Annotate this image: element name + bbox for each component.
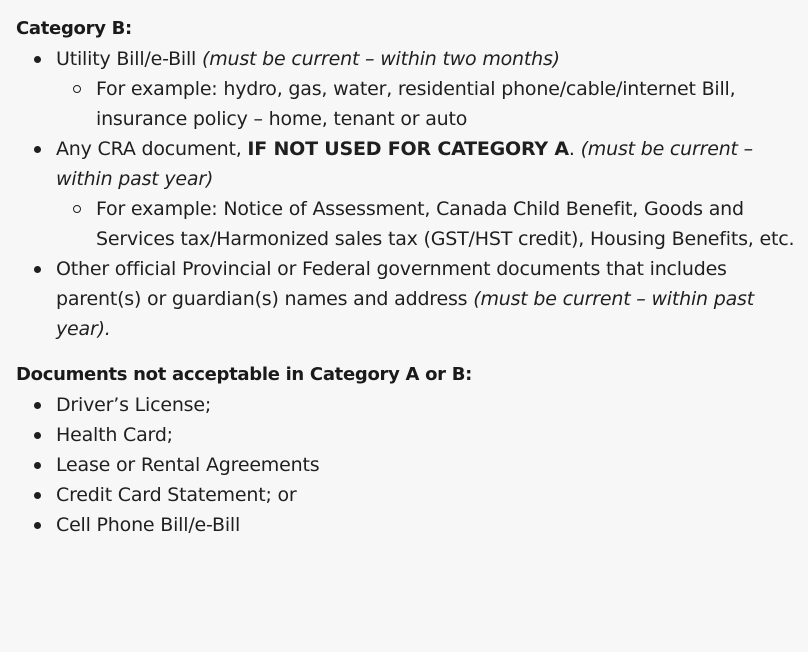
utility-bill-note: (must be current – within two months)	[201, 48, 560, 70]
utility-bill-example: For example: hydro, gas, water, residential phone/cable/internet Bill, insurance policy – home, tenant or auto	[56, 74, 800, 134]
list-item: Cell Phone Bill/e-Bill	[16, 510, 800, 540]
utility-bill-sublist	[56, 74, 800, 134]
list-item-cra-document	[16, 134, 800, 254]
list-item-utility-bill	[16, 44, 800, 134]
category-b-heading: Category B:	[16, 18, 132, 39]
government-documents-text: Other official Provincial or Federal government documents that includes parent(s) or guardian(s) names and address	[56, 258, 727, 310]
list-item: Driver’s License;	[16, 390, 800, 420]
list-item: Credit Card Statement; or	[16, 480, 800, 510]
not-acceptable-heading: Documents not acceptable in Category A or B:	[16, 364, 473, 385]
not-acceptable-list	[16, 390, 800, 540]
list-item: Health Card;	[16, 420, 800, 450]
cra-document-after: .	[568, 138, 581, 160]
document-content	[16, 14, 800, 540]
cra-document-note: (must be current – within past year)	[56, 138, 753, 190]
list-item-government-documents	[16, 254, 800, 344]
utility-bill-text: Utility Bill/e-Bill	[56, 48, 202, 70]
category-b-list	[16, 44, 800, 344]
cra-document-sublist	[56, 194, 800, 254]
cra-document-text: Any CRA document,	[56, 138, 248, 160]
cra-document-bold: IF NOT USED FOR CATEGORY A	[247, 138, 569, 160]
list-item: Lease or Rental Agreements	[16, 450, 800, 480]
cra-document-example: For example: Notice of Assessment, Canada Child Benefit, Goods and Services tax/Harmonized sales tax (GST/HST credit), Housing Benefits, etc.	[56, 194, 800, 254]
government-documents-note: (must be current – within past year).	[56, 288, 754, 340]
